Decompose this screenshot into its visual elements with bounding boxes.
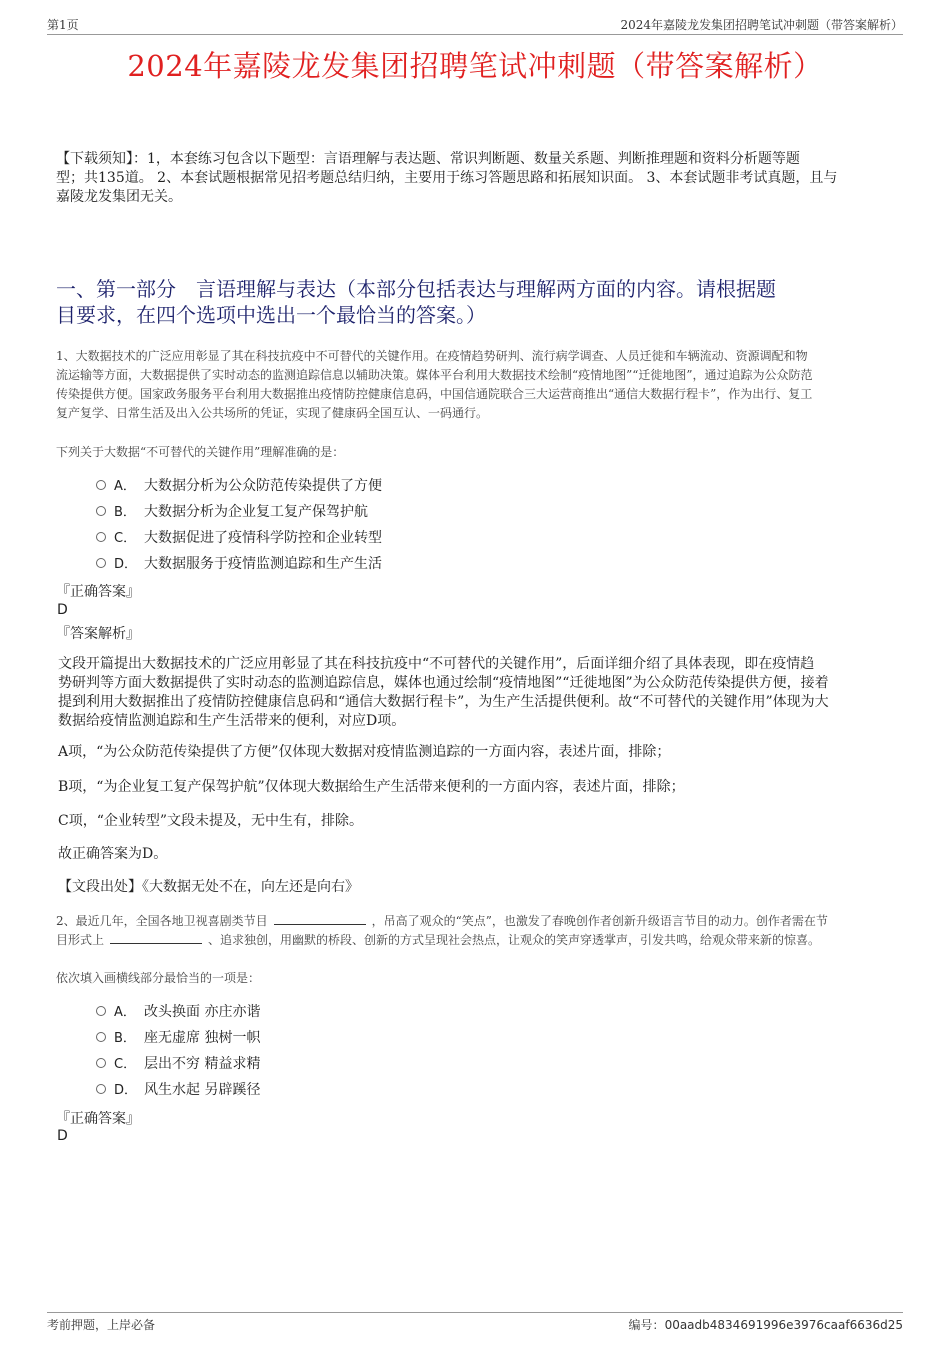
q1-analysis-b: B项，“为企业复工复产保驾护航”仅体现大数据给生产生活带来便利的一方面内容，表述片面，排除； [58,779,685,795]
question-text-part: 目形式上 [56,933,105,947]
page-footer [47,1312,903,1333]
question-line [56,931,896,950]
q1-analysis-label: 『答案解析』 [56,626,140,642]
analysis-line: 提到利用大数据推出了疫情防控健康信息码和“通信大数据行程卡”，为生产生活提供便利。故“不可替代的关键作用”体现为大 [58,694,829,710]
question-2-text [56,912,896,950]
option-text: 大数据服务于疫情监测追踪和生产生活 [144,556,382,572]
option-letter: B． [114,1031,136,1046]
question-text-part: 、追求独创，用幽默的桥段、创新的方式呈现社会热点，让观众的笑声穿透掌声，引发共鸣，给观众带来新的惊喜。 [208,933,821,947]
radio-icon[interactable] [96,1006,106,1016]
question-line: 复产复学、日常生活及出入公共场所的凭证，实现了健康码全国互认、一码通行。 [56,406,489,420]
question-line: 传染提供方便。国家政务服务平台利用大数据推出疫情防控健康信息码，中国信通院联合三大运营商推出“通信大数据行程卡”，作为出行、复工 [56,387,813,401]
page-header [47,14,903,35]
option-text: 座无虚席 独树一帜 [144,1030,261,1046]
footer-code-label: 编号： [628,1318,665,1332]
fill-blank [110,932,202,944]
q1-option-d[interactable] [96,554,382,574]
q1-answer-label: 『正确答案』 [56,584,140,600]
radio-icon[interactable] [96,1032,106,1042]
q1-answer: D [57,602,68,618]
analysis-line: 势研判等方面大数据提供了实时动态的监测追踪信息，媒体也通过绘制“疫情地图”“迁徙地图”为公众防范传染提供方便，接着 [58,675,829,691]
page-number: 第1页 [47,18,79,32]
option-letter: A． [114,1005,136,1020]
question-2-stem: 依次填入画横线部分最恰当的一项是： [56,971,261,985]
footer-slogan: 考前押题，上岸必备 [47,1318,156,1332]
notice-line: 型；共135道。 2、本套试题根据常见招考题总结归纳，主要用于练习答题思路和拓展知识面。 3、本套试题非考试真题，且与 [56,170,838,186]
q1-analysis-a: A项，“为公众防范传染提供了方便”仅体现大数据对疫情监测追踪的一方面内容，表述片面，排除； [58,744,671,760]
q1-option-a[interactable] [96,476,382,496]
footer-code-value: 00aadb4834691996e3976caaf6636d25 [664,1318,903,1332]
q2-option-b[interactable] [96,1028,260,1048]
section-heading-line: 一、第一部分 言语理解与表达（本部分包括表达与理解两方面的内容。请根据题 [56,277,776,301]
q1-source: 【文段出处】《大数据无处不在，向左还是向右》 [58,879,359,895]
footer-code [629,1316,903,1333]
option-letter: C． [114,1057,137,1072]
radio-icon[interactable] [96,558,106,568]
notice-line: 嘉陵龙发集团无关。 [56,189,182,205]
notice-line: 【下载须知】：1，本套练习包含以下题型：言语理解与表达题、常识判断题、数量关系题、判断推理题和资料分析题等题 [56,151,800,167]
q2-option-a[interactable] [96,1002,260,1022]
document-title: 2024年嘉陵龙发集团招聘笔试冲刺题（带答案解析） [127,49,823,83]
option-letter: D． [114,1083,138,1098]
q1-analysis-text [58,655,896,731]
q2-answer: D [57,1128,68,1144]
radio-icon[interactable] [96,506,106,516]
option-letter: D． [114,557,138,572]
section-heading [56,276,896,328]
radio-icon[interactable] [96,1058,106,1068]
option-text: 层出不穷 精益求精 [144,1056,261,1072]
fill-blank [274,913,366,925]
download-notice [56,150,896,207]
question-1-stem: 下列关于大数据“不可替代的关键作用”理解准确的是： [56,445,345,459]
option-text: 风生水起 另辟蹊径 [144,1082,261,1098]
q1-analysis-conclusion: 故正确答案为D。 [58,846,168,862]
option-text: 大数据分析为企业复工复产保驾护航 [144,504,368,520]
option-letter: A． [114,479,136,494]
header-doc-title: 2024年嘉陵龙发集团招聘笔试冲刺题（带答案解析） [620,18,903,32]
option-letter: C． [114,531,137,546]
option-text: 大数据促进了疫情科学防控和企业转型 [144,530,382,546]
question-text-part: 2、最近几年，全国各地卫视喜剧类节目 [56,914,268,928]
question-line [56,912,896,931]
q2-option-d[interactable] [96,1080,260,1100]
question-line: 流运输等方面，大数据提供了实时动态的监测追踪信息以辅助决策。媒体平台利用大数据技术绘制“疫情地图”“迁徙地图”，通过追踪为公众防范 [56,368,813,382]
q2-answer-label: 『正确答案』 [56,1111,140,1127]
question-text-part: ，吊高了观众的“笑点”，也激发了春晚创作者创新升级语言节目的动力。创作者需在节 [371,914,828,928]
question-1-text [56,347,896,423]
q2-option-c[interactable] [96,1054,260,1074]
section-heading-line: 目要求，在四个选项中选出一个最恰当的答案。） [56,303,486,327]
q1-analysis-c: C项，“企业转型”文段未提及，无中生有，排除。 [58,813,364,829]
radio-icon[interactable] [96,1084,106,1094]
radio-icon[interactable] [96,532,106,542]
question-line: 1、大数据技术的广泛应用彰显了其在科技抗疫中不可替代的关键作用。在疫情趋势研判、流行病学调查、人员迁徙和车辆流动、资源调配和物 [56,349,808,363]
option-text: 大数据分析为公众防范传染提供了方便 [144,478,382,494]
q1-option-b[interactable] [96,502,368,522]
analysis-line: 文段开篇提出大数据技术的广泛应用彰显了其在科技抗疫中“不可替代的关键作用”，后面详细介绍了具体表现，即在疫情趋 [58,656,815,672]
analysis-line: 数据给疫情监测追踪和生产生活带来的便利，对应D项。 [58,713,406,729]
option-letter: B． [114,505,136,520]
option-text: 改头换面 亦庄亦谐 [144,1004,261,1020]
radio-icon[interactable] [96,480,106,490]
q1-option-c[interactable] [96,528,382,548]
